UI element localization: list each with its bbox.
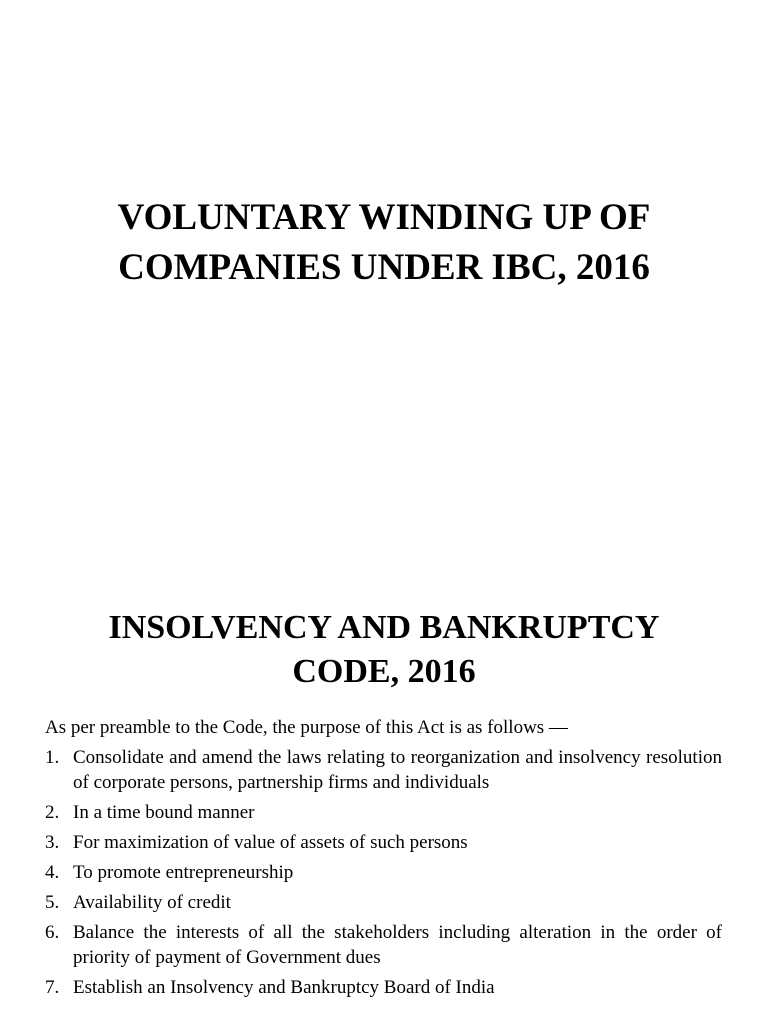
list-item-text: Availability of credit: [73, 892, 231, 913]
list-item-number: 3.: [45, 832, 60, 853]
list-item: [45, 800, 722, 825]
list-item-text: For maximization of value of assets of such persons: [73, 832, 468, 853]
list-item-text: In a time bound manner: [73, 802, 255, 823]
list-item-text: Consolidate and amend the laws relating to reorganization and insolvency resolution of corporate persons, partnership firms and individuals: [73, 747, 722, 793]
document-title-line-2: COMPANIES UNDER IBC, 2016: [118, 247, 650, 288]
list-item-text: To promote entrepreneurship: [73, 862, 294, 883]
section-title-line-1: INSOLVENCY AND BANKRUPTCY: [108, 609, 660, 646]
slide-ibc-purpose: [0, 540, 768, 1024]
list-item: [45, 920, 722, 970]
list-item-text: Establish an Insolvency and Bankruptcy Board of India: [73, 977, 495, 998]
list-item-number: 6.: [45, 922, 60, 943]
purpose-list: [45, 745, 722, 1005]
list-item-number: 1.: [45, 747, 60, 768]
preamble-intro: As per preamble to the Code, the purpose of this Act is as follows —: [45, 717, 568, 738]
list-item: [45, 860, 722, 885]
list-item-number: 7.: [45, 977, 60, 998]
section-title-line-2: CODE, 2016: [292, 653, 476, 690]
list-item-number: 4.: [45, 862, 60, 883]
section-title: [0, 606, 768, 694]
document-title: [0, 193, 768, 293]
list-item-number: 5.: [45, 892, 60, 913]
list-item-number: 2.: [45, 802, 60, 823]
list-item: [45, 745, 722, 795]
list-item: [45, 890, 722, 915]
list-item: [45, 830, 722, 855]
list-item-text: Balance the interests of all the stakeholders including alteration in the order of priority of payment of Government dues: [73, 922, 722, 968]
document-title-line-1: VOLUNTARY WINDING UP OF: [117, 197, 651, 238]
list-item: [45, 975, 722, 1000]
